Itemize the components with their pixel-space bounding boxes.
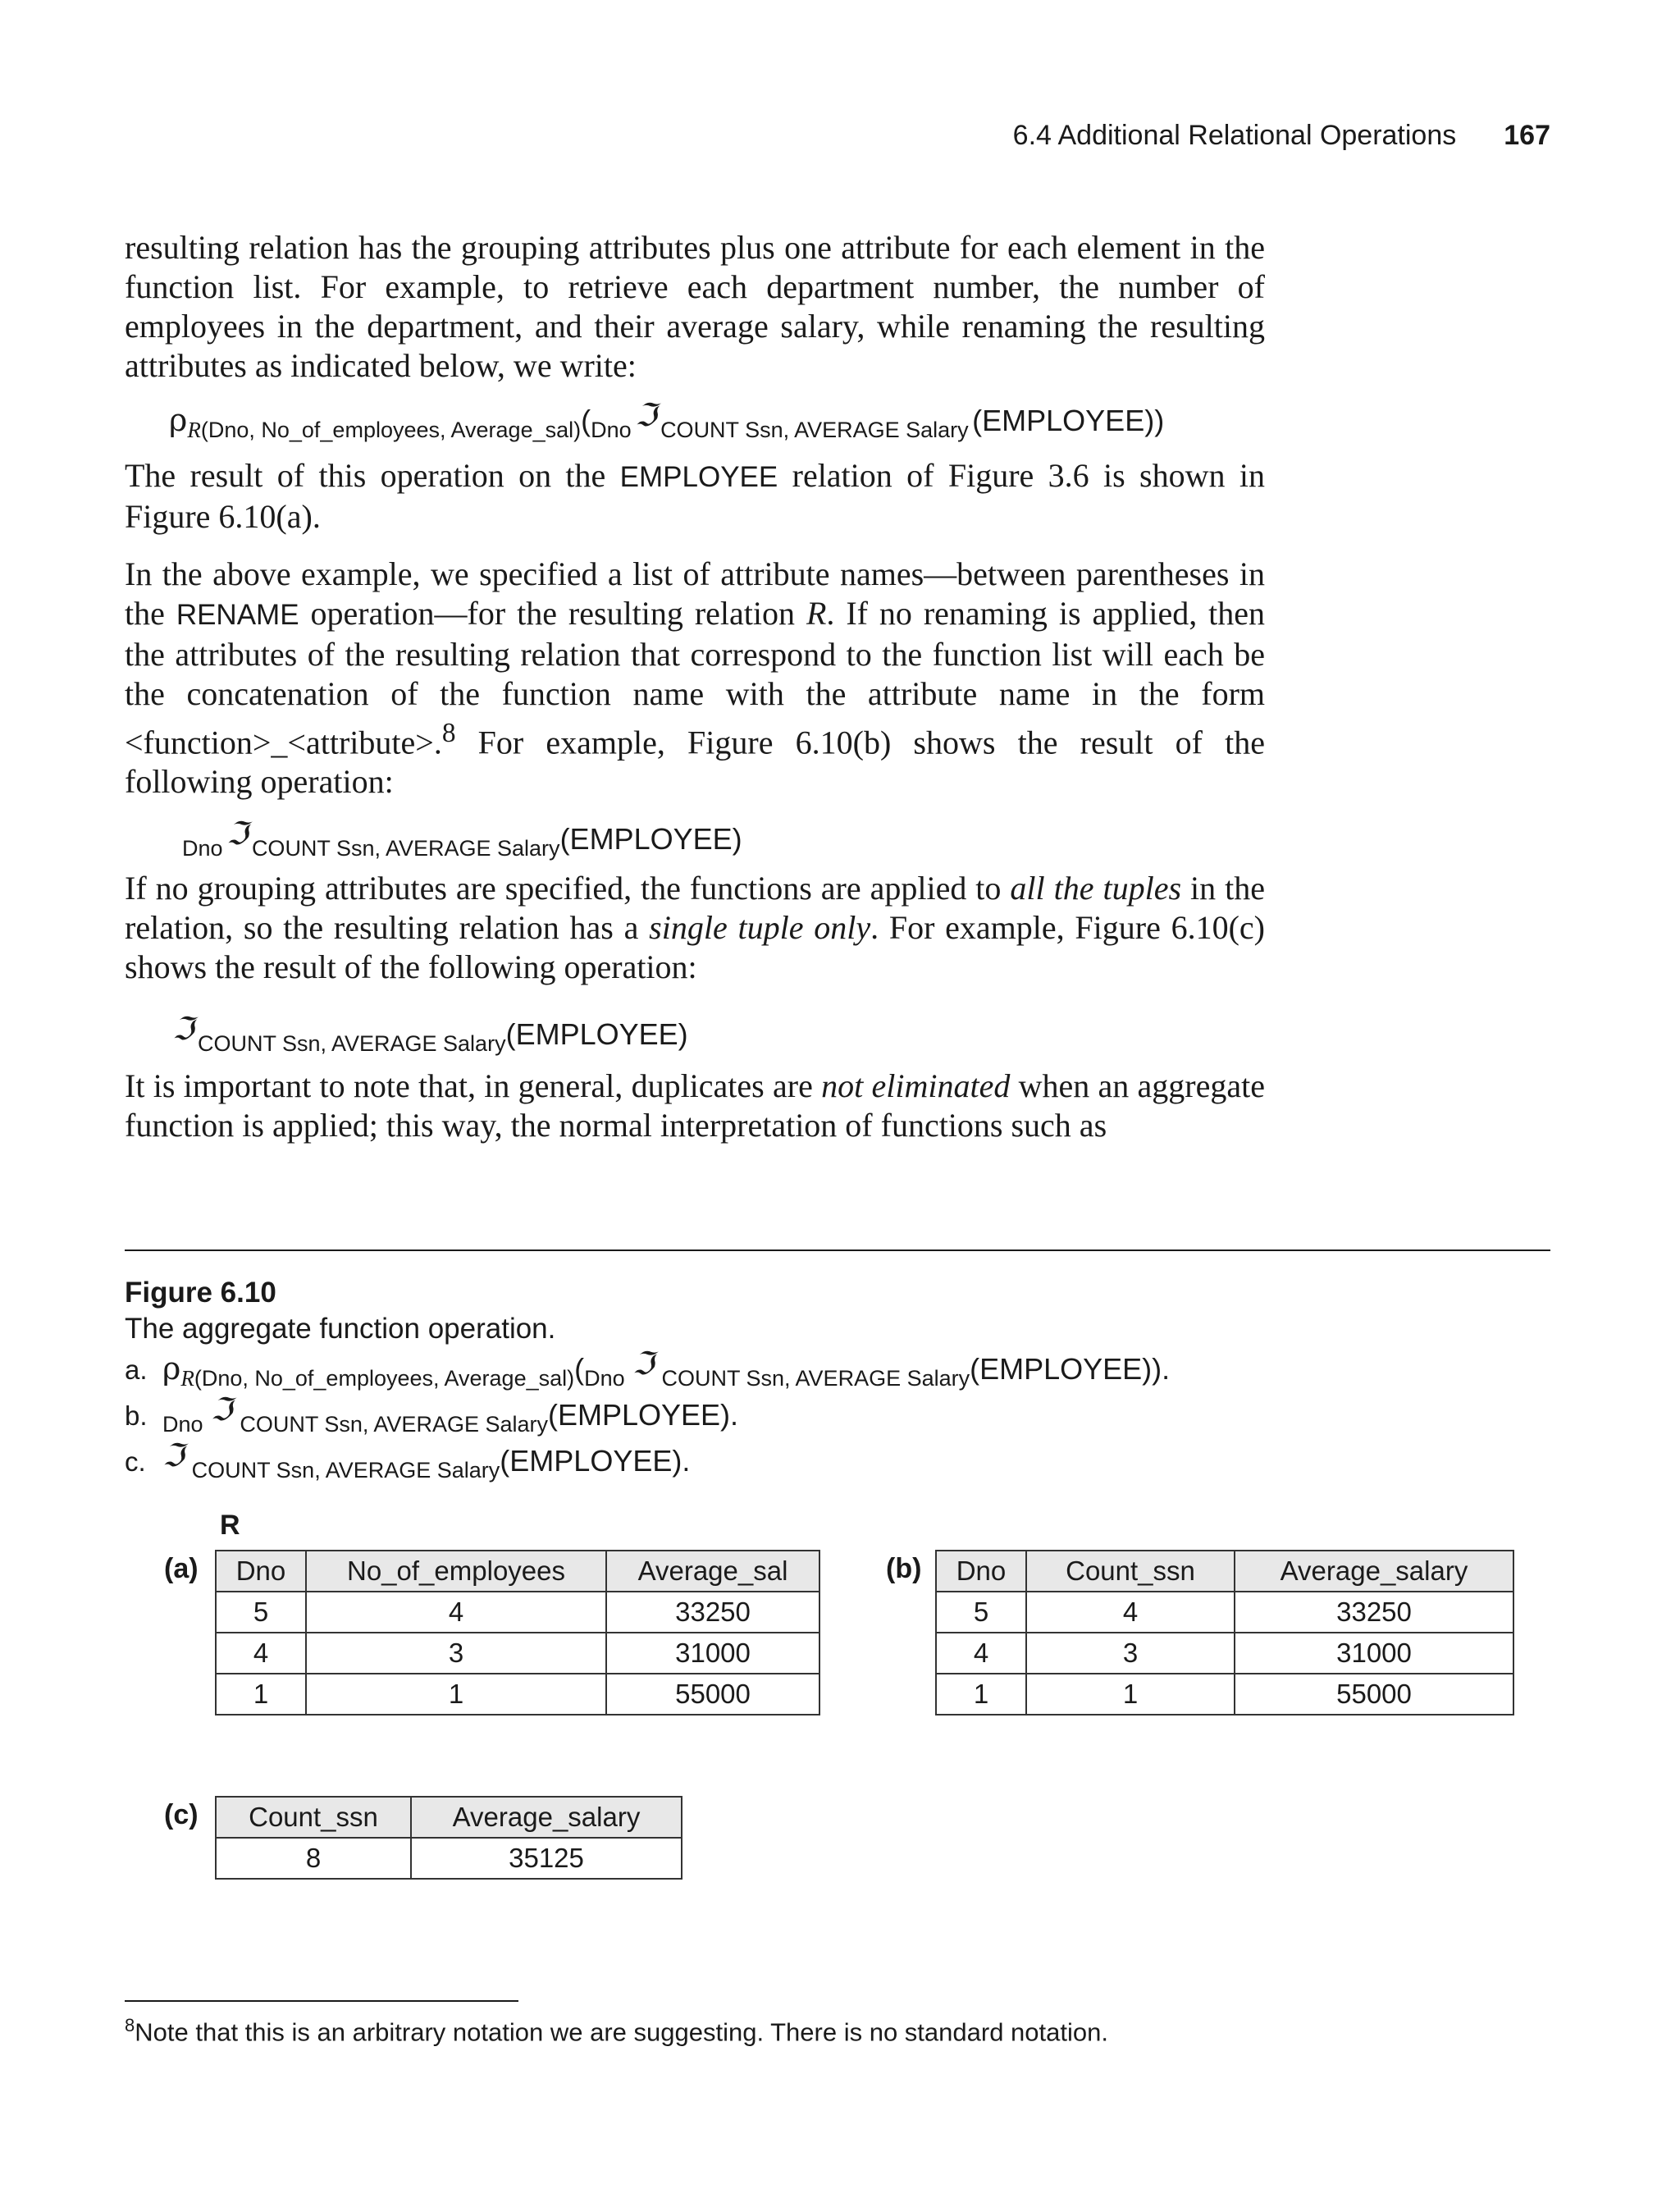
paragraph-4: If no grouping attributes are specified, the functions are applied to all the tuples in the relation, so the resulting relation has a single tuple only. For example, Figure 6.10(c) shows the result of the following operation: <box>125 870 1266 985</box>
table-row: 5 4 33250 <box>216 1592 819 1633</box>
table-header-row: Dno Count_ssn Average_salary <box>936 1551 1513 1592</box>
running-head <box>0 120 1550 152</box>
table-row: 4 3 31000 <box>936 1633 1513 1674</box>
table-b <box>935 1550 1514 1715</box>
paragraph-3: In the above example, we specified a list of attribute names—between parentheses in the RENAME operation—for the resulting relation R. If no renaming is applied, then the attributes of the resulting relation that correspond to the function list will each be the concatenation of the function name with the attribute name in the form <function>_<attribute>.$^8$ For example, Figure 6.10(b) shows the result of the following operation: <box>125 555 1266 801</box>
figure-rule <box>125 1249 1550 1251</box>
paragraph-1: resulting relation has the grouping attributes plus one attribute for each element in the function list. For example, to retrieve each department number, the number of employees in the department, and their average salary, while renaming the resulting attributes as indicated below, we write: <box>125 229 1265 384</box>
equation-1: ρR(Dno, No_of_employees, Average_sal)(Dno ℑ COUNT Ssn, AVERAGE Salary (EMPLOYEE)) <box>169 397 1165 442</box>
table-header-row: Count_ssn Average_salary <box>216 1797 682 1838</box>
section-title: 6.4 Additional Relational Operations <box>1012 120 1457 151</box>
aggregate-script-f: ℑ <box>635 397 657 433</box>
table-c <box>215 1796 682 1880</box>
figure-item-c: c. ℑ $_{COUNT Ssn, AVERAGE Salary}$(EMPLOYEE). <box>125 1437 691 1482</box>
page-number: 167 <box>1504 120 1550 151</box>
footnote: $^8$Note that this is an arbitrary notation we are suggesting. There is no standard notation. <box>125 2015 1108 2047</box>
table-row: 1 1 55000 <box>936 1674 1513 1715</box>
paragraph-2: The result of this operation on the EMPLOYEE relation of Figure 3.6 is shown in Figure 6.10(a). <box>125 457 1265 535</box>
table-b-label: (b) <box>886 1553 922 1584</box>
table-a-label: (a) <box>164 1553 199 1584</box>
figure-caption: The aggregate function operation. <box>125 1313 556 1345</box>
table-c-label: (c) <box>164 1799 199 1830</box>
table-row: 1 1 55000 <box>216 1674 819 1715</box>
table-row: 5 4 33250 <box>936 1592 1513 1633</box>
table-row: 8 35125 <box>216 1838 682 1879</box>
paragraph-5: It is important to note that, in general, duplicates are not eliminated when an aggregate function is applied; this way, the normal interpretation of functions such as <box>125 1067 1265 1144</box>
figure-items <box>125 1345 1171 1488</box>
figure-title: Figure 6.10 <box>125 1277 276 1309</box>
equation-3: ℑ COUNT Ssn, AVERAGE Salary(EMPLOYEE) <box>172 1011 688 1056</box>
figure-item-b: b. $_{Dno}$ ℑ $_{COUNT Ssn, AVERAGE Salary}$(EMPLOYEE). <box>125 1391 739 1437</box>
table-a <box>215 1550 820 1715</box>
footnote-rule <box>125 2000 518 2002</box>
figure-item-a: a. $\rho_{R(Dno, No\_of\_employees, Average\_sal)}(_{Dno}$ ℑ $_{COUNT Ssn, AVERAGE Salary}$(EMPLOYEE)). <box>125 1345 1171 1391</box>
relation-name-r: R <box>220 1510 240 1541</box>
table-header-row: Dno No_of_employees Average_sal <box>216 1551 819 1592</box>
table-row: 4 3 31000 <box>216 1633 819 1674</box>
equation-2: Dno ℑ COUNT Ssn, AVERAGE Salary(EMPLOYEE) <box>182 815 742 861</box>
